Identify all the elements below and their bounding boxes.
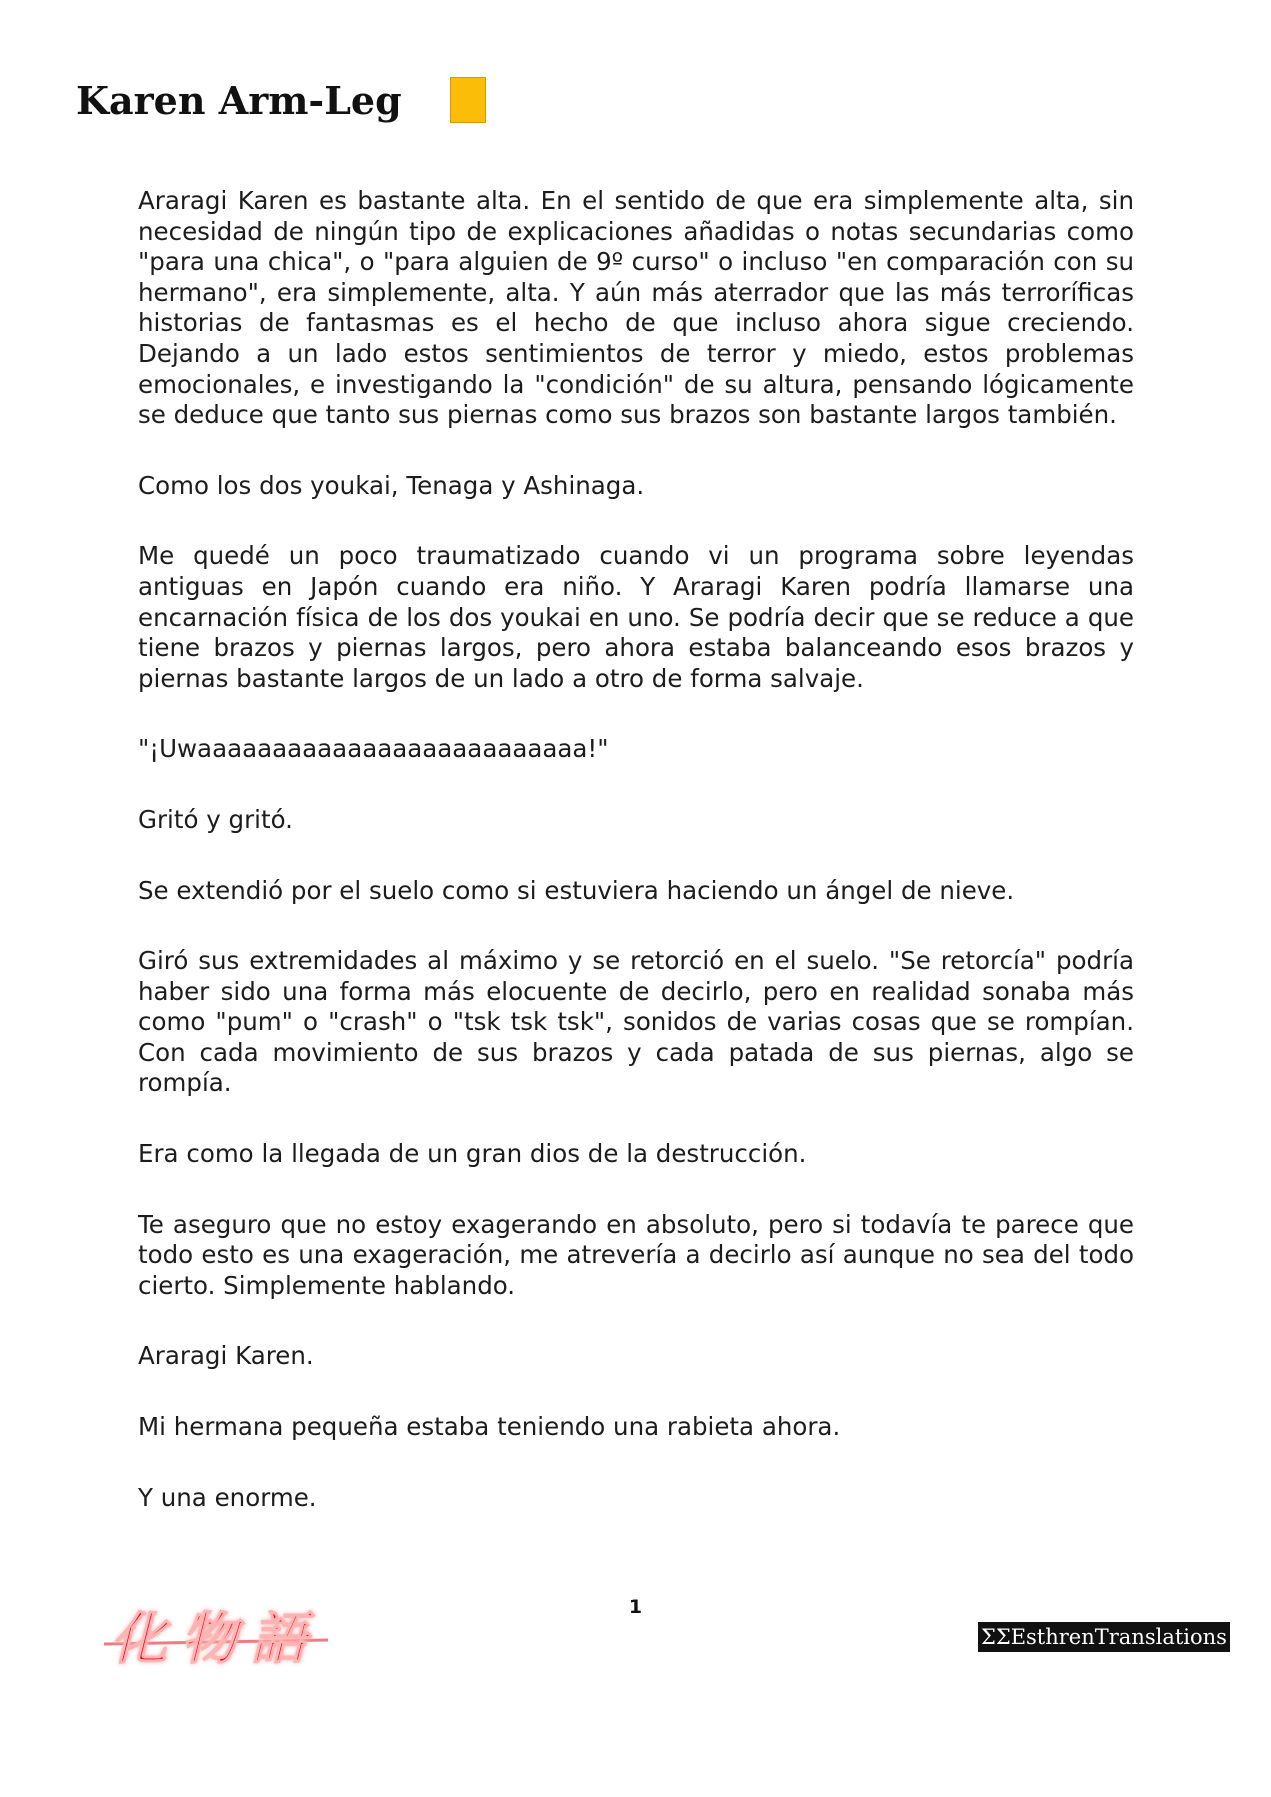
translator-credit: ΣΣEsthrenTranslations <box>978 1622 1230 1652</box>
bakemonogatari-logo-icon <box>96 1600 336 1680</box>
paragraph: Me quedé un poco traumatizado cuando vi un programa sobre leyendas antiguas en Japón cuando era niño. Y Araragi Karen podría llamarse una encarnación física de los dos youkai en uno. Se podría decir que se reduce a que tiene brazos y piernas largos, pero ahora estaba balanceando esos brazos y piernas bastante largos de un lado a otro de forma salvaje. <box>138 541 1134 693</box>
page-number: 1 <box>628 1596 643 1618</box>
paragraph: Como los dos youkai, Tenaga y Ashinaga. <box>138 470 645 500</box>
paragraph: Giró sus extremidades al máximo y se retorció en el suelo. "Se retorcía" podría haber sido una forma más elocuente de decirlo, pero en realidad sonaba más como "pum" o "crash" o "tsk tsk tsk", sonidos de varias cosas que se rompían. Con cada movimiento de sus brazos y cada patada de sus piernas, algo se rompía. <box>138 946 1134 1098</box>
paragraph: Era como la llegada de un gran dios de la destrucción. <box>138 1139 807 1169</box>
paragraph: Y una enorme. <box>138 1482 317 1512</box>
document-body <box>138 186 1134 1553</box>
paragraph: Araragi Karen. <box>138 1341 314 1371</box>
paragraph: Te aseguro que no estoy exagerando en absoluto, pero si todavía te parece que todo esto es una exageración, me atrevería a decirlo así aunque no sea del todo cierto. Simplemente hablando. <box>138 1209 1134 1300</box>
paragraph: Gritó y gritó. <box>138 804 293 834</box>
paragraph: Araragi Karen es bastante alta. En el sentido de que era simplemente alta, sin necesidad de ningún tipo de explicaciones añadidas o notas secundarias como "para una chica", o "para alguien de 9º curso" o incluso "en comparación con su hermano", era simplemente, alta. Y aún más aterrador que las más terroríficas historias de fantasmas es el hecho de que incluso ahora sigue creciendo. Dejando a un lado estos sentimientos de terror y miedo, estos problemas emocionales, e investigando la "condición" de su altura, pensando lógicamente se deduce que tanto sus piernas como sus brazos son bastante largos también. <box>138 186 1134 430</box>
svg-text:化物語: 化物語 <box>111 1607 321 1672</box>
paragraph: Mi hermana pequeña estaba teniendo una rabieta ahora. <box>138 1412 841 1442</box>
paragraph: Se extendió por el suelo como si estuviera haciendo un ángel de nieve. <box>138 875 1015 905</box>
title-marker <box>450 77 486 123</box>
page-title: Karen Arm-Leg <box>76 78 402 123</box>
paragraph: "¡Uwaaaaaaaaaaaaaaaaaaaaaaaaaa!" <box>138 734 609 764</box>
